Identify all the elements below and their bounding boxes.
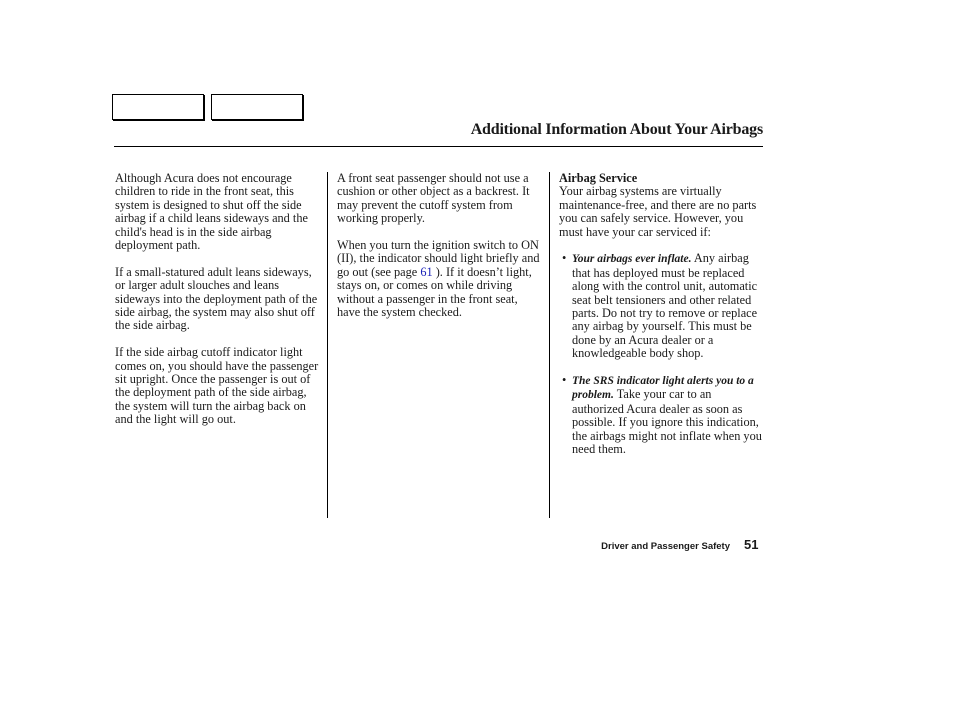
- nav-button-index[interactable]: [211, 94, 303, 120]
- bullet-text: Take your car to an authorized Acura dealer as soon as possible. If you ignore this indication, the airbags might not inflate when you need them.: [572, 387, 762, 457]
- nav-button-main-menu[interactable]: [112, 94, 204, 120]
- service-bullet-list: [559, 252, 765, 456]
- text-column-3: [559, 172, 765, 470]
- list-item: [559, 252, 765, 360]
- paragraph-cutoff-indicator: If the side airbag cutoff indicator light comes on, you should have the passenger sit upright. Once the passenger is out of the deployment path of the side airbag, the system will turn the airbag back on and the light will go out.: [115, 345, 319, 427]
- paragraph-service-intro: Your airbag systems are virtually maintenance-free, and there are no parts you can safely service. However, you must have your car serviced if:: [559, 184, 757, 239]
- page-number: 51: [744, 537, 759, 552]
- paragraph-small-adult: If a small-statured adult leans sideways, or larger adult slouches and leans sideways into the deployment path of the side airbag, the system may also shut off the side airbag.: [115, 264, 318, 333]
- text-column-2: [337, 172, 541, 333]
- ignition-text-before: When you turn the ignition switch to ON (II), the indicator should light briefly and go out (see page: [337, 238, 540, 279]
- section-heading-airbag-service: Airbag Service: [559, 171, 638, 185]
- column-divider: [327, 172, 328, 518]
- text-column-1: [115, 172, 320, 440]
- page-link-61[interactable]: 61: [420, 264, 433, 279]
- page-title: Additional Information About Your Airbags: [470, 121, 763, 138]
- column-divider: [549, 172, 550, 518]
- bullet-lead: The SRS indicator light alerts you to a problem.: [572, 375, 754, 402]
- bullet-lead: Your airbags ever inflate.: [572, 253, 692, 266]
- bullet-text: Any airbag that has deployed must be replaced along with the control unit, automatic seat belt tensioners and other related parts. Do not try to remove or replace any airbag by yourself. This must be done by an Acura dealer or a knowledgeable body shop.: [572, 251, 758, 361]
- title-divider: [114, 146, 763, 147]
- list-item: [559, 374, 765, 456]
- paragraph-child-system: Although Acura does not encourage children to ride in the front seat, this system is designed to shut off the side airbag if a child leans sideways and the child's head is in the side airbag deployment path.: [115, 171, 308, 253]
- paragraph-cushion-warning: A front seat passenger should not use a cushion or other object as a backrest. It may prevent the cutoff system from working properly.: [337, 171, 530, 226]
- paragraph-ignition-check: [337, 239, 541, 319]
- ignition-text-after: ). If it doesn’t light, stays on, or comes on while driving without a passenger in the front seat, have the system checked.: [337, 264, 532, 320]
- footer-section-title: Driver and Passenger Safety: [601, 541, 730, 552]
